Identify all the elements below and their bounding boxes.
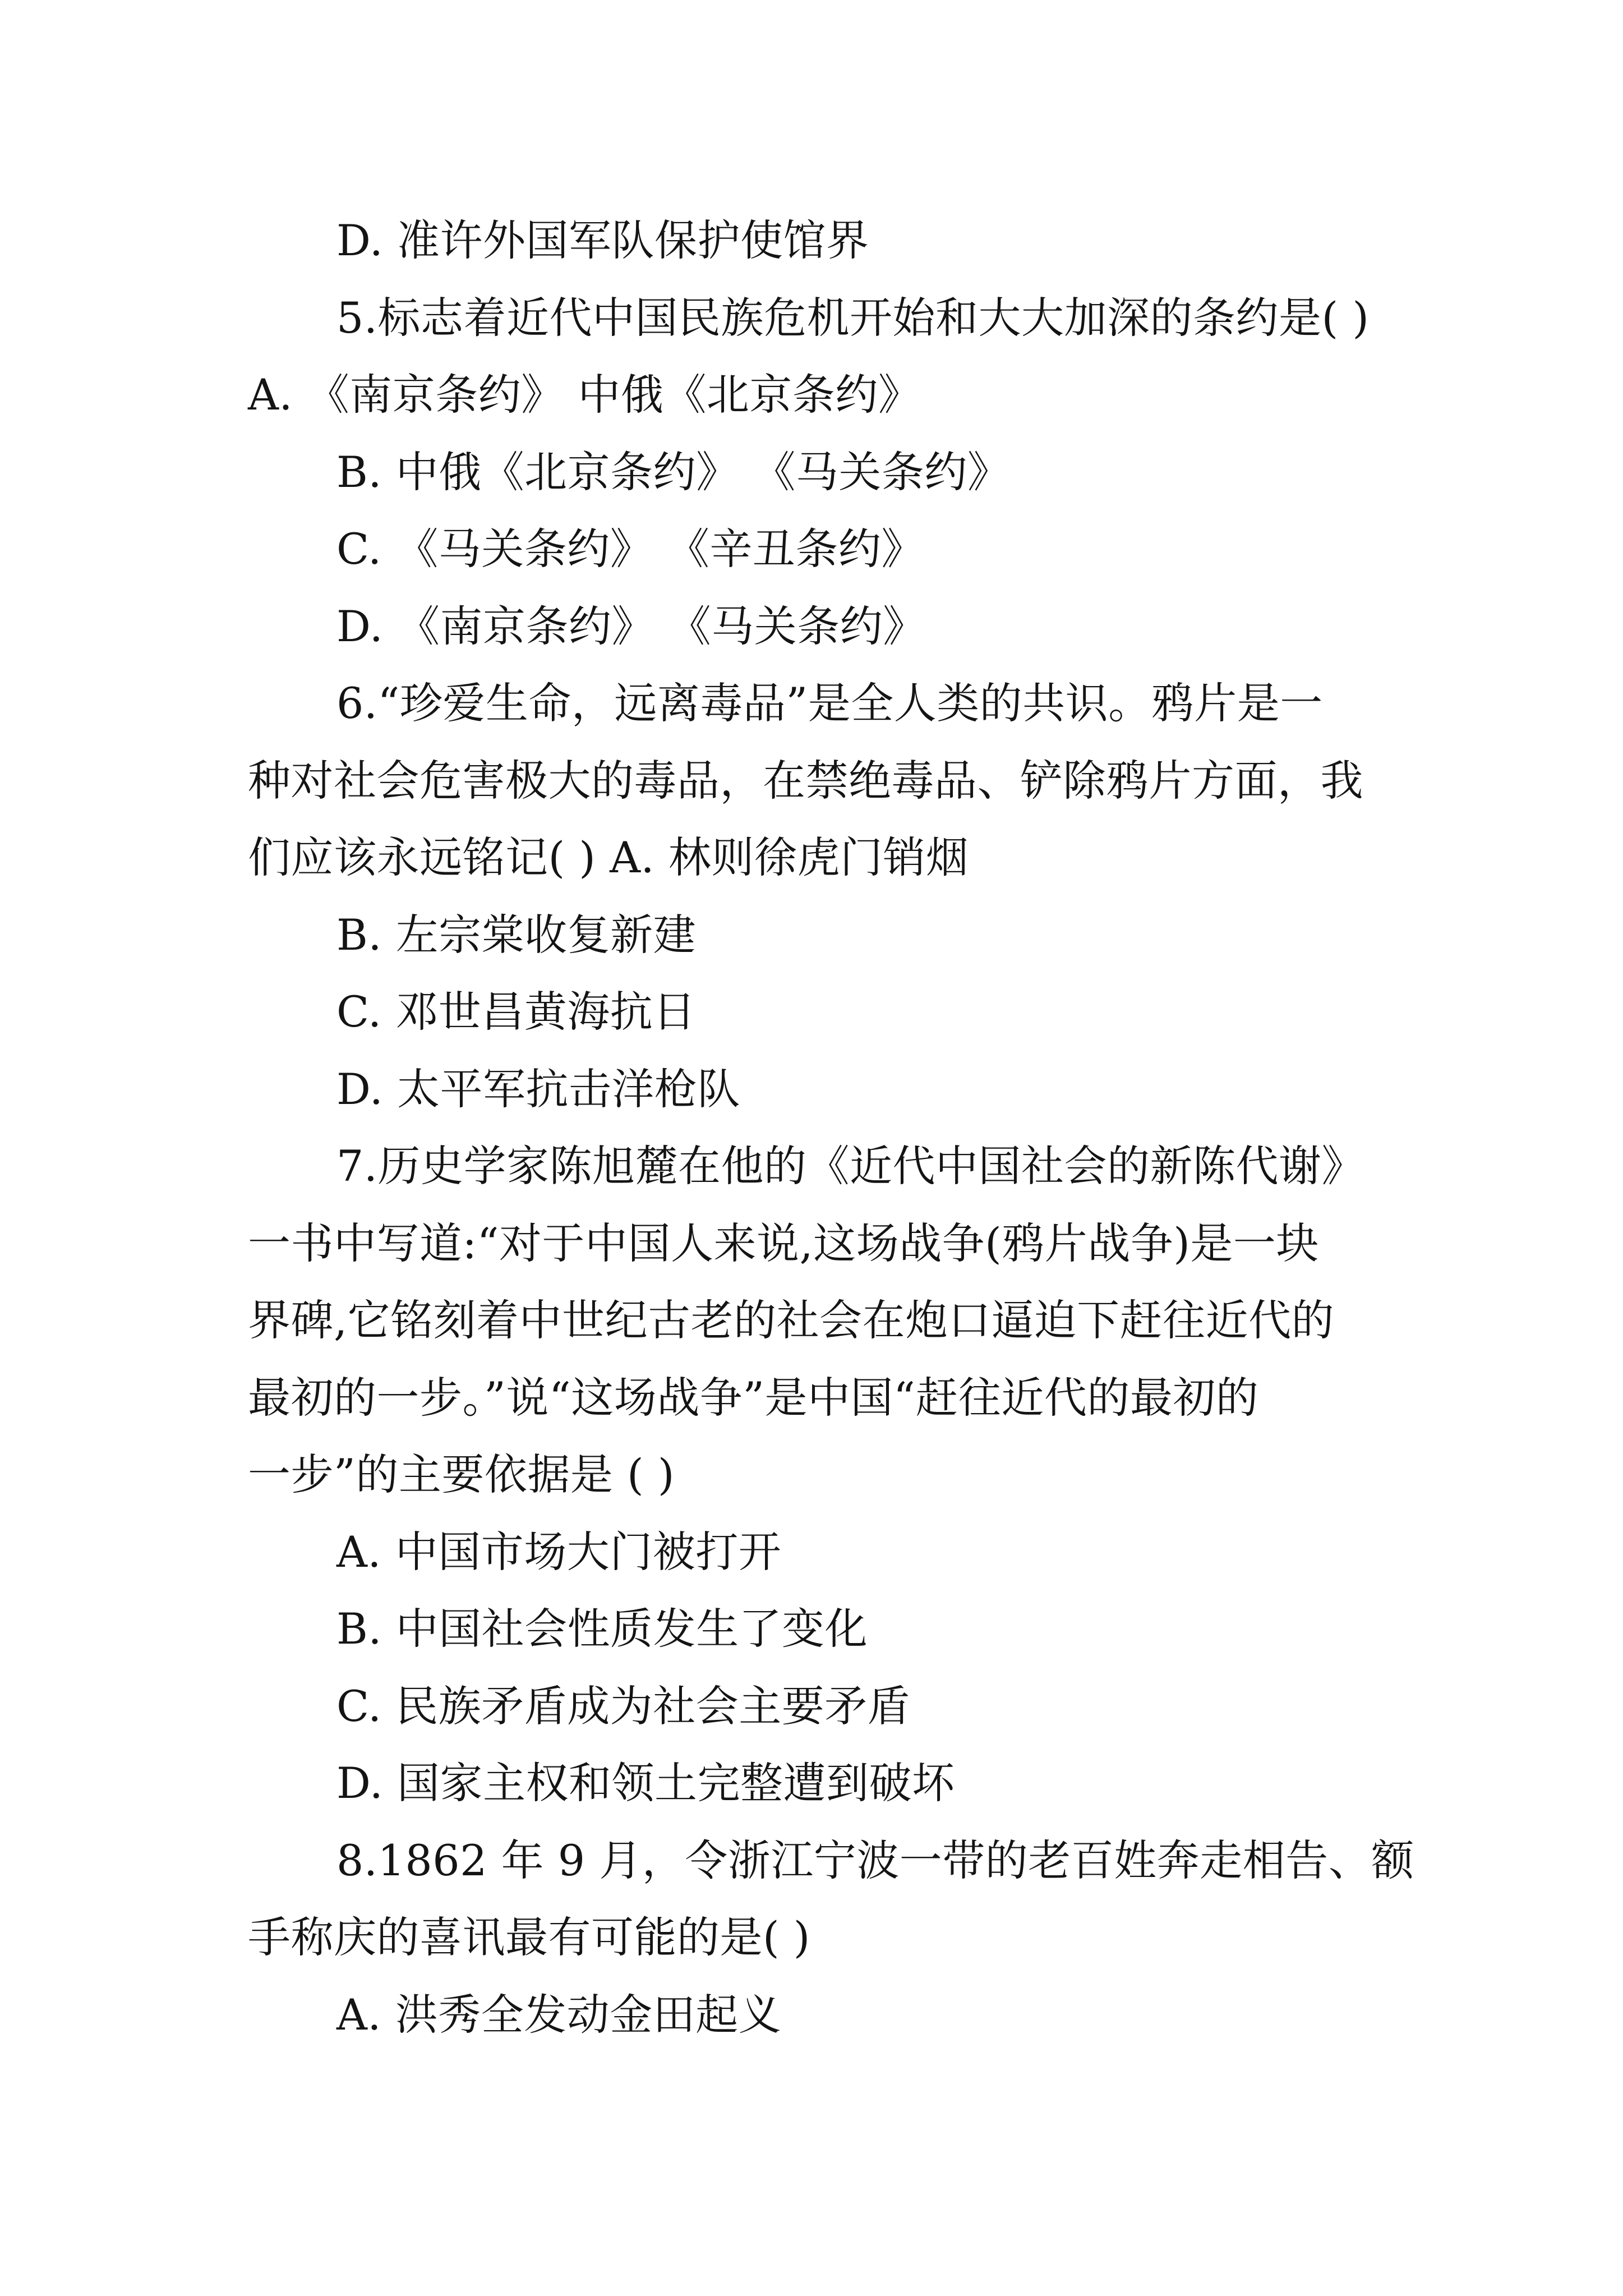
question-7-stem-line: 一书中写道:“对于中国人来说,这场战争(鸦片战争)是一块 xyxy=(248,1218,1319,1268)
question-7-option-d: D. 国家主权和领土完整遭到破坏 xyxy=(336,1758,955,1808)
question-6-option-b: B. 左宗棠收复新建 xyxy=(336,909,697,960)
question-8-option-a: A. 洪秀全发动金田起义 xyxy=(336,1989,782,2040)
question-7-stem-line: 最初的一步。”说“这场战争”是中国“赶往近代的最初的 xyxy=(248,1372,1259,1423)
question-5-stem: 5.标志着近代中国民族危机开始和大大加深的条约是( ) xyxy=(336,292,1370,343)
question-8-stem-line: 8.1862 年 9 月，令浙江宁波一带的老百姓奔走相告、额 xyxy=(336,1835,1414,1885)
question-7-option-c: C. 民族矛盾成为社会主要矛盾 xyxy=(336,1681,911,1731)
question-7-stem-line: 7.历史学家陈旭麓在他的《近代中国社会的新陈代谢》 xyxy=(336,1141,1365,1191)
question-6-stem-line-with-option-a: 们应该永远铭记( ) A. 林则徐虎门销烟 xyxy=(248,832,969,882)
question-8-stem-line: 手称庆的喜讯最有可能的是( ) xyxy=(248,1912,810,1962)
question-5-option-a: A. 《南京条约》 中俄《北京条约》 xyxy=(248,370,921,420)
question-6-option-d: D. 太平军抗击洋枪队 xyxy=(336,1064,741,1114)
question-5-option-d: D. 《南京条约》 《马关条约》 xyxy=(336,601,926,651)
question-7-stem-line: 一步”的主要依据是 ( ) xyxy=(248,1450,675,1499)
question-5-option-c: C. 《马关条约》 《辛丑条约》 xyxy=(336,524,924,574)
question-7-stem-line: 界碑,它铭刻着中世纪古老的社会在炮口逼迫下赶往近代的 xyxy=(248,1295,1335,1345)
question-5-option-b: B. 中俄《北京条约》 《马关条约》 xyxy=(336,447,1011,497)
question-7-option-b: B. 中国社会性质发生了变化 xyxy=(336,1604,868,1654)
question-6-stem-line: 种对社会危害极大的毒品，在禁绝毒品、铲除鸦片方面，我 xyxy=(248,755,1363,806)
question-4-option-d: D. 准许外国军队保护使馆界 xyxy=(336,215,869,265)
question-7-option-a: A. 中国市场大门被打开 xyxy=(336,1526,782,1577)
question-6-option-c: C. 邓世昌黄海抗日 xyxy=(336,987,696,1037)
question-6-stem-line: 6.“珍爱生命，远离毒品”是全人类的共识。鸦片是一 xyxy=(336,678,1323,728)
